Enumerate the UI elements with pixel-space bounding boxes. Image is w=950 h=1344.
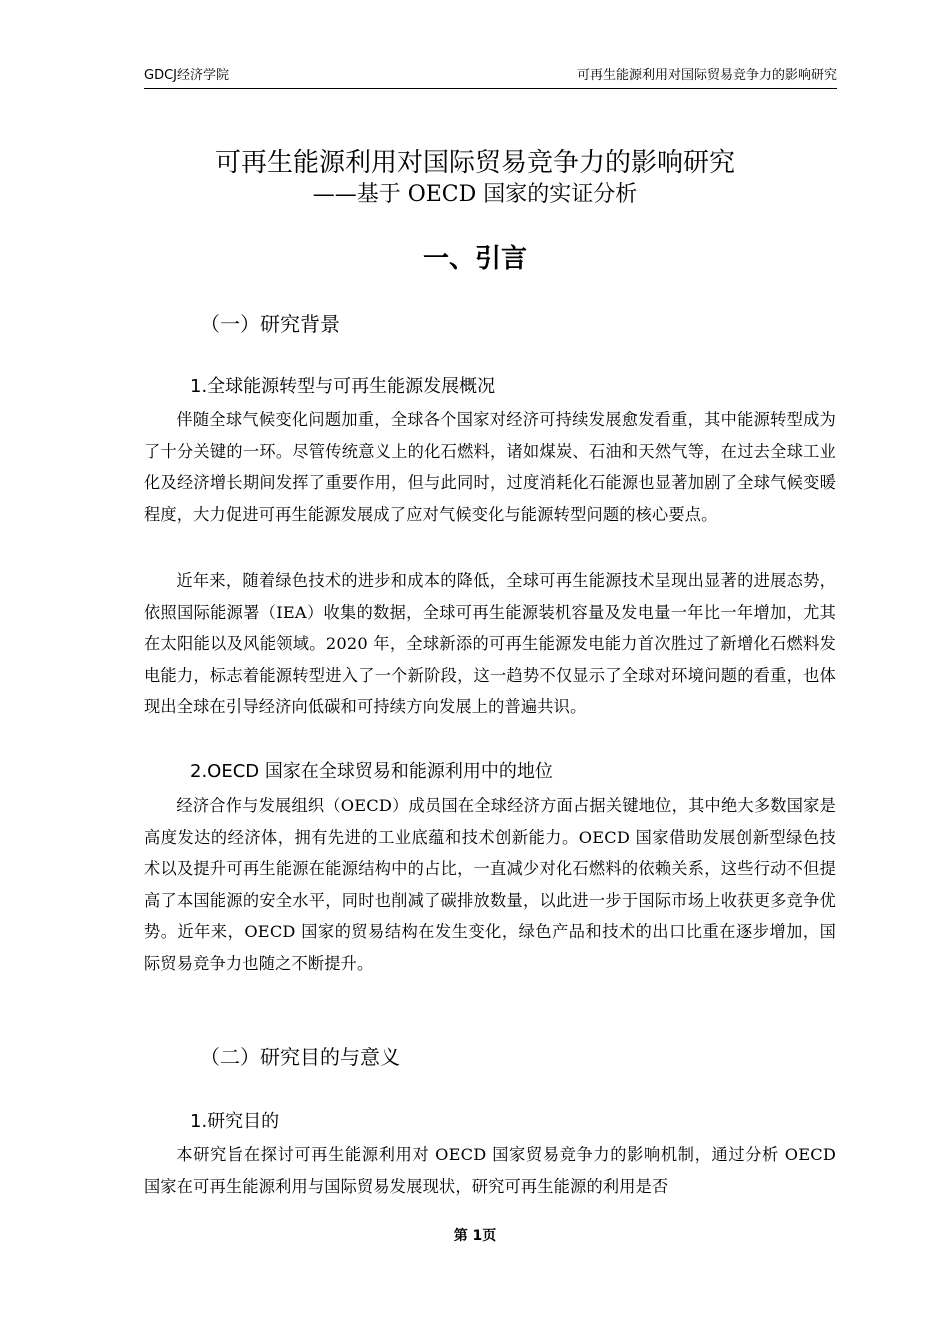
subsection-heading-purpose: （二）研究目的与意义: [200, 1045, 400, 1069]
item-heading-energy-transition: 1.全球能源转型与可再生能源发展概况: [190, 376, 496, 397]
subsection-heading-background: （一）研究背景: [200, 312, 340, 336]
page-number: 第 1页: [453, 1228, 497, 1244]
paragraph: 经济合作与发展组织（OECD）成员国在全球经济方面占据关键地位，其中绝大多数国家是高度发达的经济体，拥有先进的工业底蕴和技术创新能力。OECD 国家借助发展创新型绿色技术以及提升可再生能源在能源结构中的占比，一直减少对化石燃料的依赖关系，这些行动不但提高了本国能源的安全水平，同时也削减了碳排放数量，以此进一步于国际市场上收获更多竞争优势。近年来，OECD 国家的贸易结构在发生变化，绿色产品和技术的出口比重在逐步增加，国际贸易竞争力也随之不断提升。: [144, 796, 836, 973]
header-left: GDCJ经济学院: [144, 68, 229, 83]
paragraph: 伴随全球气候变化问题加重，全球各个国家对经济可持续发展愈发看重，其中能源转型成为了十分关键的一环。尽管传统意义上的化石燃料，诸如煤炭、石油和天然气等，在过去全球工业化及经济增长期间发挥了重要作用，但与此同时，过度消耗化石能源也显著加剧了全球气候变暖程度，大力促进可再生能源发展成了应对气候变化与能源转型问题的核心要点。: [144, 410, 836, 524]
document-subtitle: ——基于 OECD 国家的实证分析: [312, 182, 638, 207]
header-rule: [144, 88, 837, 89]
paragraph: 近年来，随着绿色技术的进步和成本的降低，全球可再生能源技术呈现出显著的进展态势，依照国际能源署（IEA）收集的数据，全球可再生能源装机容量及发电量一年比一年增加，尤其在太阳能以及风能领域。2020 年，全球新添的可再生能源发电能力首次胜过了新增化石燃料发电能力，标志着能源转型进入了一个新阶段，这一趋势不仅显示了全球对环境问题的看重，也体现出全球在引导经济向低碳和可持续方向发展上的普遍共识。: [144, 571, 836, 716]
document-title: 可再生能源利用对国际贸易竞争力的影响研究: [214, 148, 735, 178]
item-heading-research-purpose: 1.研究目的: [190, 1111, 280, 1132]
item-heading-oecd-position: 2.OECD 国家在全球贸易和能源利用中的地位: [190, 761, 553, 782]
paragraph: 本研究旨在探讨可再生能源利用对 OECD 国家贸易竞争力的影响机制，通过分析 OECD 国家在可再生能源利用与国际贸易发展现状，研究可再生能源的利用是否: [144, 1145, 836, 1196]
section-heading-introduction: 一、引言: [422, 244, 527, 274]
header-right: 可再生能源利用对国际贸易竞争力的影响研究: [576, 68, 837, 83]
